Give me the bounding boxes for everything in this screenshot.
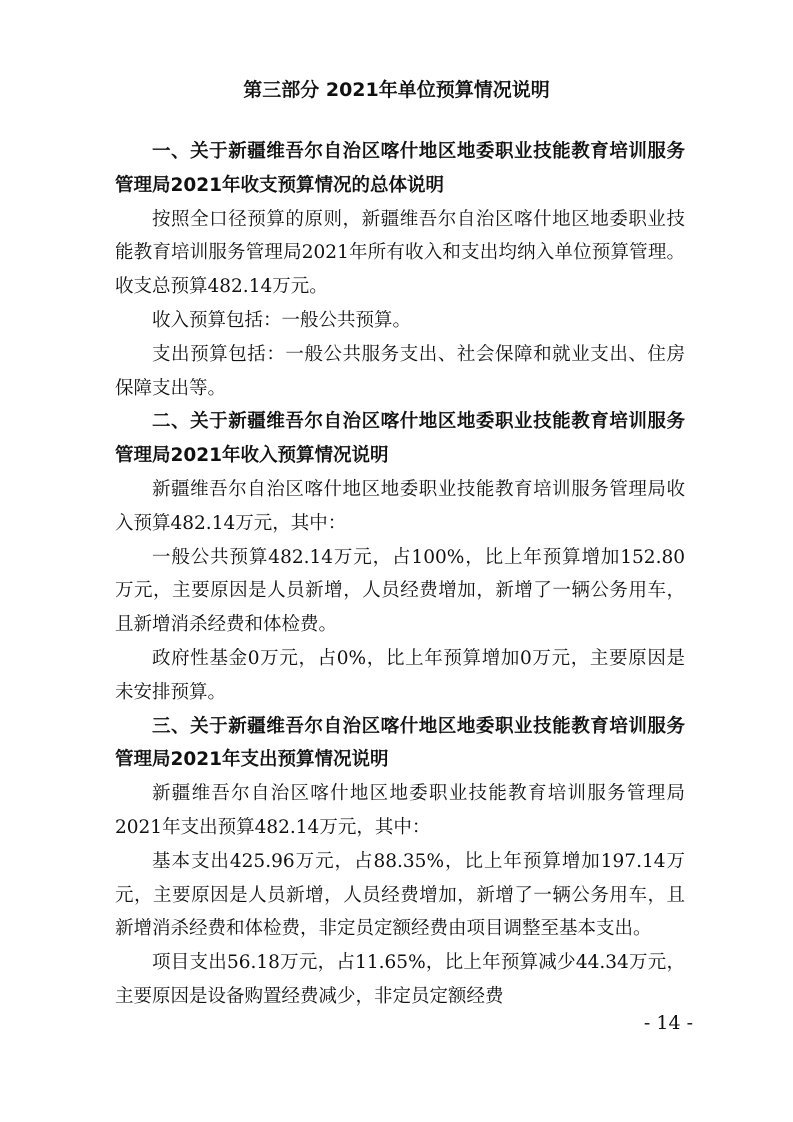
section-3-heading: 三、关于新疆维吾尔自治区喀什地区地委职业技能教育培训服务管理局2021年支出预算情况说明 (115, 715, 685, 771)
section-1-paragraph: 收入预算包括：一般公共预算。 (152, 309, 412, 331)
section-2-heading: 二、关于新疆维吾尔自治区喀什地区地委职业技能教育培训服务管理局2021年收入预算情况说明 (115, 411, 685, 467)
section-1-heading: 一、关于新疆维吾尔自治区喀什地区地委职业技能教育培训服务管理局2021年收支预算情况的总体说明 (115, 141, 685, 196)
section-1-paragraph: 支出预算包括：一般公共服务支出、社会保障和就业支出、住房保障支出等。 (115, 343, 685, 399)
section-2-paragraph: 政府性基金0万元，占0%，比上年预算增加0万元，主要原因是未安排预算。 (115, 647, 685, 703)
section-2-paragraph: 新疆维吾尔自治区喀什地区地委职业技能教育培训服务管理局收入预算482.14万元，其中： (115, 478, 685, 534)
document-body (115, 135, 685, 1014)
section-2-paragraph: 一般公共预算482.14万元，占100%，比上年预算增加152.80万元，主要原因是人员新增，人员经费增加，新增了一辆公务用车，且新增消杀经费和体检费。 (115, 546, 685, 636)
section-3-paragraph: 项目支出56.18万元，占11.65%，比上年预算减少44.34万元，主要原因是设备购置经费减少，非定员定额经费 (115, 952, 685, 1007)
section-1-paragraph: 按照全口径预算的原则，新疆维吾尔自治区喀什地区地委职业技能教育培训服务管理局2021年所有收入和支出均纳入单位预算管理。收支总预算482.14万元。 (115, 208, 685, 298)
section-3-paragraph: 基本支出425.96万元，占88.35%，比上年预算增加197.14万元，主要原因是人员新增，人员经费增加，新增了一辆公务用车，且新增消杀经费和体检费，非定员定额经费由项目调整至基本支出。 (115, 850, 685, 940)
page-title: 第三部分 2021年单位预算情况说明 (243, 79, 550, 101)
section-3-paragraph: 新疆维吾尔自治区喀什地区地委职业技能教育培训服务管理局2021年支出预算482.14万元，其中： (115, 783, 685, 838)
page-number: - 14 - (643, 1012, 693, 1034)
